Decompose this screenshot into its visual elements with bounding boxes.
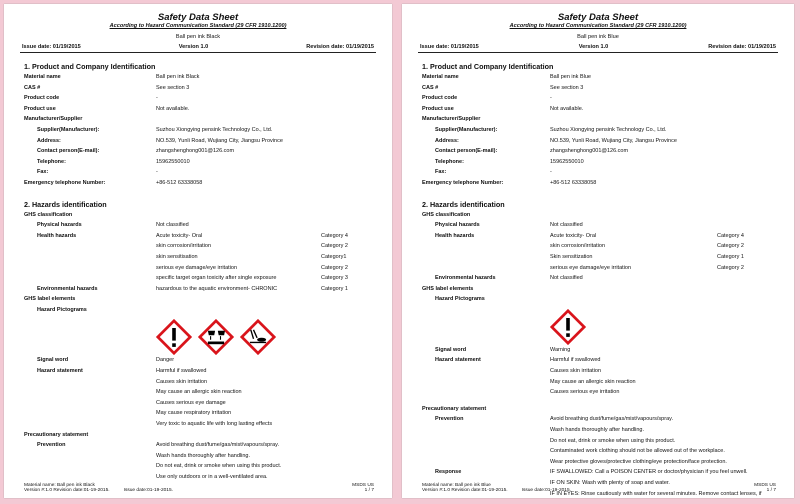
- doc-title: Safety Data Sheet: [157, 12, 239, 23]
- row-signal: Signal word Warning: [435, 346, 571, 353]
- row-manufacturer: Manufacturer/Supplier: [24, 116, 83, 123]
- row-health: Health hazards Acute toxicity- Oral Category 4: [435, 232, 744, 239]
- environment-pictogram-icon: [240, 319, 276, 355]
- row-telephone: Telephone: 15962550010: [435, 158, 584, 165]
- footer-page: 1 / 7: [364, 488, 374, 493]
- row-physical: Physical hazards Not classified: [37, 222, 189, 229]
- sds-page-black: [4, 4, 392, 498]
- version: Version 1.0: [578, 44, 609, 50]
- row-health-2: skin corrosion/irritation Category 2: [550, 243, 744, 250]
- section-1-heading: 1. Product and Company Identification: [422, 62, 554, 71]
- sds-page-blue: [402, 4, 794, 498]
- row-supplier: Supplier(Manufacturer): Suzhou Xiongying pensink Technology Co., Ltd.: [435, 126, 667, 133]
- row-emergency: Emergency telephone Number: +86-512 63338058: [422, 179, 597, 186]
- doc-subtitle: According to Hazard Communication Standard (29 CFR 1910.1200): [109, 23, 287, 29]
- row-contact: Contact person(E-mail): zhangshenghong001@126.com: [435, 148, 629, 155]
- row-code: Product code -: [422, 95, 552, 102]
- row-response-2: IF ON SKIN: Wash with plenty of soap and water.: [550, 480, 670, 486]
- footer-msds: MSDS US: [352, 483, 374, 488]
- row-health-4: serious eye damage/eye irritation Category 2: [550, 264, 744, 271]
- footer-version: Version #:1.0 Revision date:01-19-2015.: [422, 488, 508, 493]
- row-prevention: Prevention Avoid breathing dust/fume/gas/mist/vapours/spray.: [435, 416, 673, 423]
- page-footer: [422, 483, 776, 493]
- row-response-3: IF IN EYES: Rinse cautiously with water for several minutes. Remove contact lenses, if: [550, 490, 762, 497]
- section-1-heading: 1. Product and Company Identification: [24, 62, 156, 71]
- row-code: Product code -: [24, 95, 158, 102]
- row-health-2: skin corrosion/irritation Category 2: [156, 243, 348, 250]
- row-prevention-3: Do not eat, drink or smoke when using this product.: [550, 437, 676, 444]
- footer-material: Material name: Ball pen ink Blue: [422, 483, 491, 488]
- row-ghs-label: GHS label elements: [422, 285, 474, 292]
- row-address: Address: NO.539, Yunli Road, Wujiang City, Jiangsu Province: [37, 137, 283, 144]
- row-physical: Physical hazards Not classified: [435, 222, 583, 229]
- issue-date: Issue date: 01/19/2015: [22, 44, 81, 50]
- meta-row: [4, 44, 392, 50]
- footer-issue: Issue date:01-19-2015.: [521, 488, 571, 493]
- version: Version 1.0: [178, 44, 209, 50]
- revision-date: Revision date: 01/19/2015: [306, 44, 374, 50]
- footer-material: Material name: Ball pen ink Black: [24, 483, 95, 488]
- row-cas: CAS # See section 3: [422, 84, 584, 91]
- row-telephone: Telephone: 15962550010: [37, 158, 190, 165]
- doc-subtitle: According to Hazard Communication Standard (29 CFR 1910.1200): [509, 23, 687, 29]
- footer-issue: Issue date:01-19-2015.: [123, 488, 173, 493]
- row-response: Response IF SWALLOWED: Call a POISON CENTER or doctor/physician if you feel unwell.: [435, 469, 748, 476]
- row-ghs-label: GHS label elements: [24, 296, 76, 303]
- corrosion-pictogram-icon: [198, 319, 234, 355]
- row-prevention-2: Wash hands thoroughly after handling.: [550, 427, 644, 434]
- row-precautionary: Precautionary statement: [422, 405, 487, 412]
- row-prevention-3: Do not eat, drink or smoke when using this product.: [156, 463, 282, 470]
- divider: [20, 52, 376, 53]
- row-prevention-2: Wash hands thoroughly after handling.: [156, 452, 250, 459]
- row-statement-5: May cause respiratory irritation: [156, 410, 232, 417]
- row-hazard-statement: Hazard statement Harmful if swallowed: [37, 368, 207, 375]
- doc-title: Safety Data Sheet: [557, 12, 639, 23]
- row-environmental: Environmental hazards Not classified: [435, 275, 583, 282]
- row-prevention-5: Wear protective gloves/protective clothing/eye protection/face protection.: [550, 458, 727, 465]
- section-2-heading: 2. Hazards identification: [422, 199, 505, 209]
- row-signal: Signal word Danger: [37, 357, 175, 364]
- exclamation-mark-pictogram-icon: [156, 319, 192, 355]
- row-material: Material name Ball pen ink Black: [24, 74, 200, 80]
- row-fax: Fax: -: [37, 169, 158, 176]
- row-statement-3: May cause an allergic skin reaction: [156, 389, 242, 396]
- row-fax: Fax: -: [435, 169, 552, 176]
- row-supplier: Supplier(Manufacturer): Suzhou Xiongying pensink Technology Co., Ltd.: [37, 126, 273, 133]
- row-health-5: specific target organ toxicity after single exposure Category 3: [156, 275, 348, 282]
- row-use: Product use Not available.: [422, 105, 584, 112]
- row-statement-6: Very toxic to aquatic life with long lasting effects: [156, 421, 273, 428]
- row-prevention: Prevention Avoid breathing dust/fume/gas/mist/vapours/spray.: [37, 442, 279, 449]
- row-material: Material name Ball pen ink Blue: [422, 74, 591, 80]
- exclamation-mark-pictogram-icon: [550, 309, 586, 345]
- row-hazard-statement: Hazard statement Harmful if swallowed: [435, 357, 601, 364]
- revision-date: Revision date: 01/19/2015: [708, 44, 776, 50]
- row-ghs-class: GHS classification: [24, 211, 73, 218]
- row-statement-3: May cause an allergic skin reaction: [550, 378, 636, 385]
- pictogram-group: [156, 319, 392, 357]
- footer-page: 1 / 7: [766, 488, 776, 493]
- divider: [418, 52, 778, 53]
- row-pictograms: Hazard Pictograms: [37, 306, 87, 313]
- row-address: Address: NO.539, Yunli Road, Wujiang City, Jiangsu Province: [435, 137, 677, 144]
- row-prevention-4: Contaminated work clothing should not be allowed out of the workplace.: [550, 448, 725, 455]
- pictogram-group: [550, 309, 794, 347]
- row-health-3: skin sensitisation Category1: [156, 253, 347, 260]
- product-name: Ball pen ink Black: [175, 34, 221, 40]
- product-name: Ball pen ink Blue: [577, 34, 619, 40]
- section-2-heading: 2. Hazards identification: [24, 199, 107, 209]
- footer-version: Version #:1.0 Revision date:01-19-2015.: [24, 488, 110, 493]
- row-health: Health hazards Acute toxicity- Oral Category 4: [37, 232, 348, 239]
- row-use: Product use Not available.: [24, 105, 190, 112]
- row-prevention-4: Use only outdoors or in a well-ventilated area.: [156, 474, 268, 480]
- issue-date: Issue date: 01/19/2015: [420, 44, 479, 50]
- row-statement-2: Causes skin irritation: [550, 368, 602, 375]
- row-manufacturer: Manufacturer/Supplier: [422, 116, 481, 123]
- row-statement-2: Causes skin irritation: [156, 378, 208, 385]
- row-ghs-class: GHS classification: [422, 211, 471, 218]
- row-health-4: serious eye damage/eye irritation Category 2: [156, 264, 348, 271]
- row-precautionary: Precautionary statement: [24, 431, 89, 438]
- row-statement-4: Causes serious eye irritation: [550, 389, 620, 396]
- row-contact: Contact person(E-mail): zhangshenghong001@126.com: [37, 148, 235, 155]
- row-emergency: Emergency telephone Number: +86-512 63338058: [24, 179, 203, 186]
- footer-msds: MSDS US: [754, 483, 776, 488]
- row-health-3: Skin sensitization Category 1: [550, 253, 744, 260]
- row-environmental: Environmental hazards hazardous to the aquatic environment- CHRONIC Category 1: [37, 285, 348, 292]
- page-footer: [24, 483, 374, 493]
- row-statement-4: Causes serious eye damage: [156, 399, 226, 406]
- meta-row: [402, 44, 794, 50]
- row-cas: CAS # See section 3: [24, 84, 190, 91]
- row-pictograms: Hazard Pictograms: [435, 296, 485, 303]
